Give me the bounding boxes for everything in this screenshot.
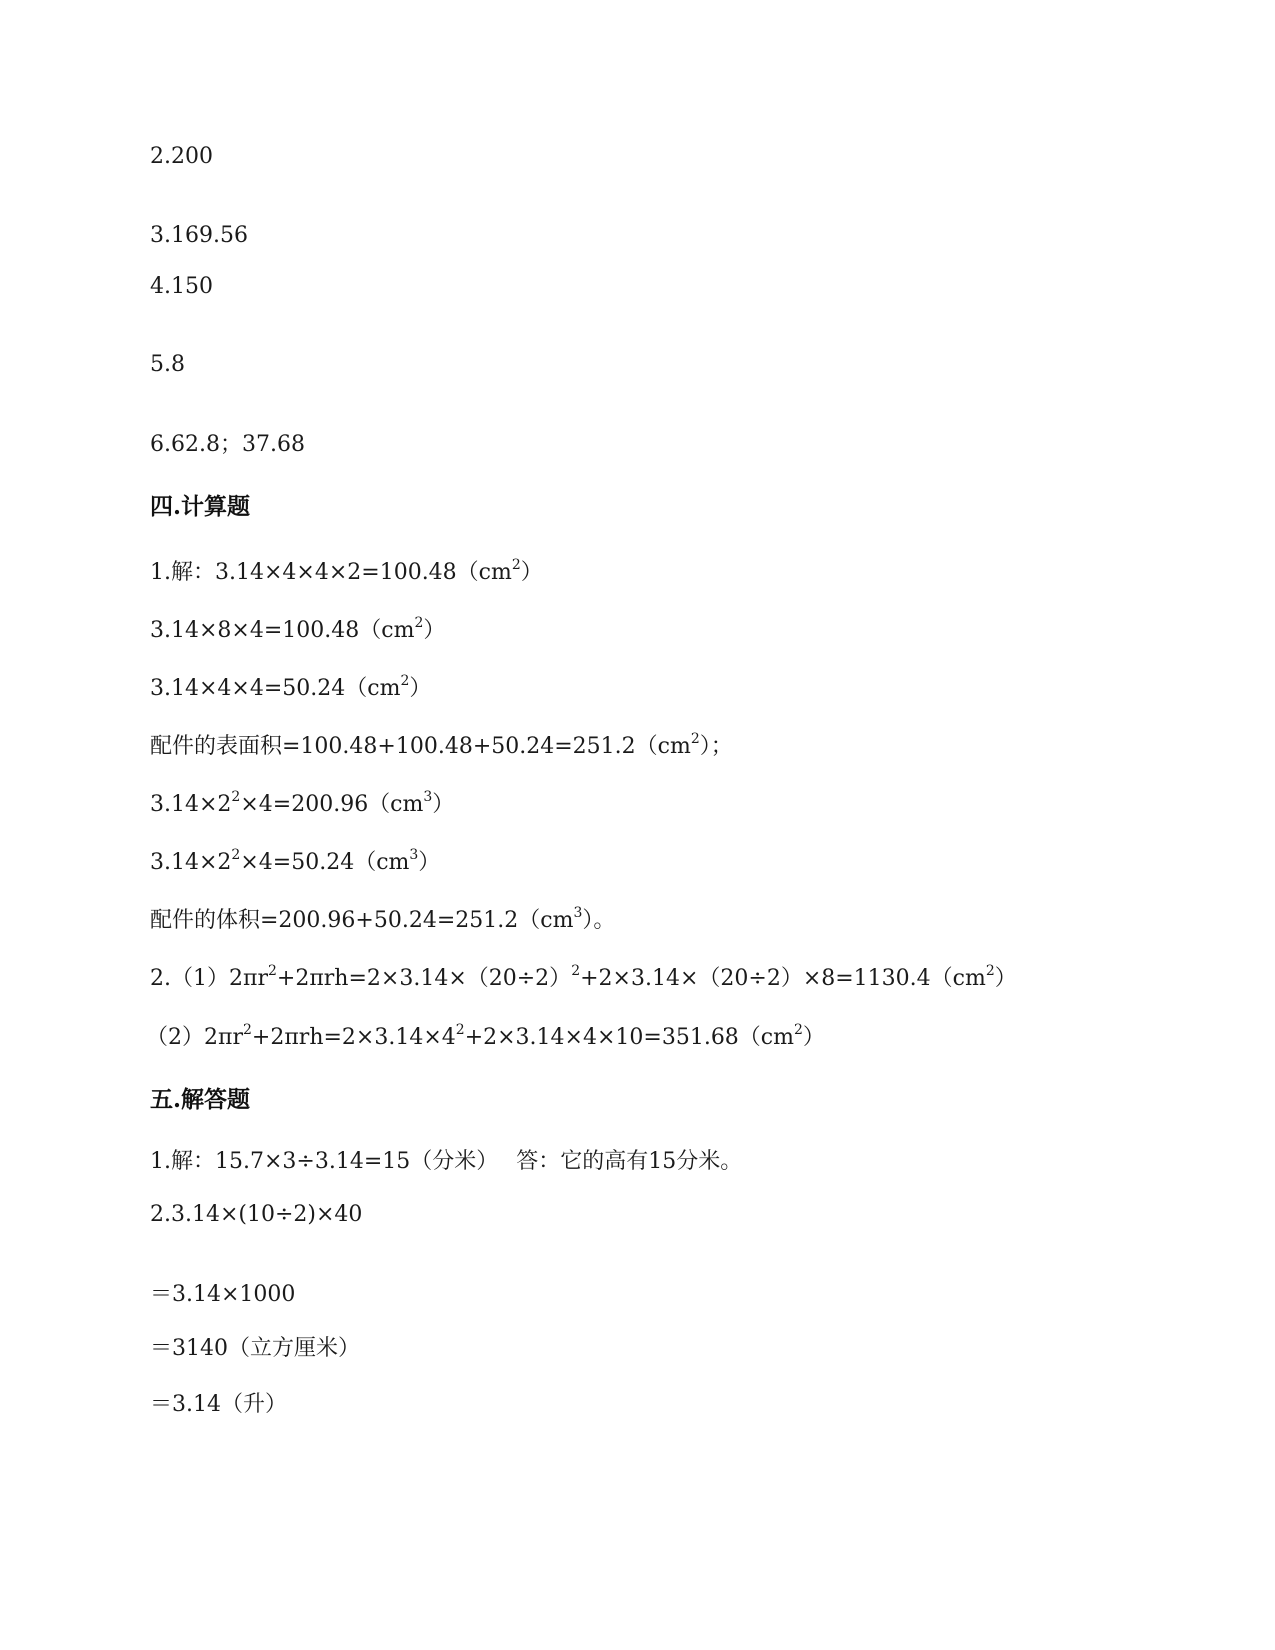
calc-q1-line-3: $3.14\times 4\times 4=50.24(cm^2)$	[150, 672, 432, 701]
calc-q1-volume: 配件的体积$=200.96+50.24=251.2(cm^3)$。	[150, 904, 616, 933]
answer-line-3: 3.169.56	[150, 223, 248, 248]
calc-q1-line-1: 1.解：$3.14\times 4\times 4\times 2=100.48(cm^2)$	[150, 556, 543, 585]
section-heading-calculation: 四.计算题	[150, 493, 251, 520]
answer-line-4: 4.150	[150, 274, 213, 299]
calc-q1-line-2: $3.14\times 8\times 4=100.48(cm^2)$	[150, 614, 446, 643]
calc-q1-line-5: $3.14\times 2^2\times 4=200.96(cm^3)$	[150, 788, 455, 817]
calc-q2-line-1: $2.(1)2\pi r^2+2\pi rh=2\times 3.14\times(20\div 2)^2+2\times 3.14\times(20\div 2)\times 8=1130.4(cm^2)$	[150, 962, 1017, 991]
answer-q2-line-2: ＝3.14×1000	[150, 1282, 296, 1307]
calc-q1-line-6: $3.14\times 2^2\times 4=50.24(cm^3)$	[150, 846, 441, 875]
answer-q1: 1.解：15.7×3÷3.14=15（分米） 答：它的高有15分米。	[150, 1149, 743, 1174]
answer-q2-line-4: ＝3.14（升）	[150, 1392, 287, 1417]
answer-line-6: 6.62.8；37.68	[150, 432, 305, 457]
calc-q2-line-2: $(2)2\pi r^2+2\pi rh=2\times 3.14\times 4^2+2\times 3.14\times 4\times 10=351.68(cm^2)$	[146, 1021, 825, 1050]
answer-line-2: 2.200	[150, 144, 213, 169]
answer-q2-line-3: ＝3140（立方厘米）	[150, 1336, 360, 1361]
section-heading-answers: 五.解答题	[150, 1086, 251, 1113]
answer-line-5: 5.8	[150, 352, 185, 377]
calc-q1-surface-area: 配件的表面积$=100.48+100.48+50.24=251.2(cm^2)$；	[150, 730, 733, 759]
answer-q2-line-1: 2.3.14×(10÷2)×40	[150, 1202, 363, 1227]
